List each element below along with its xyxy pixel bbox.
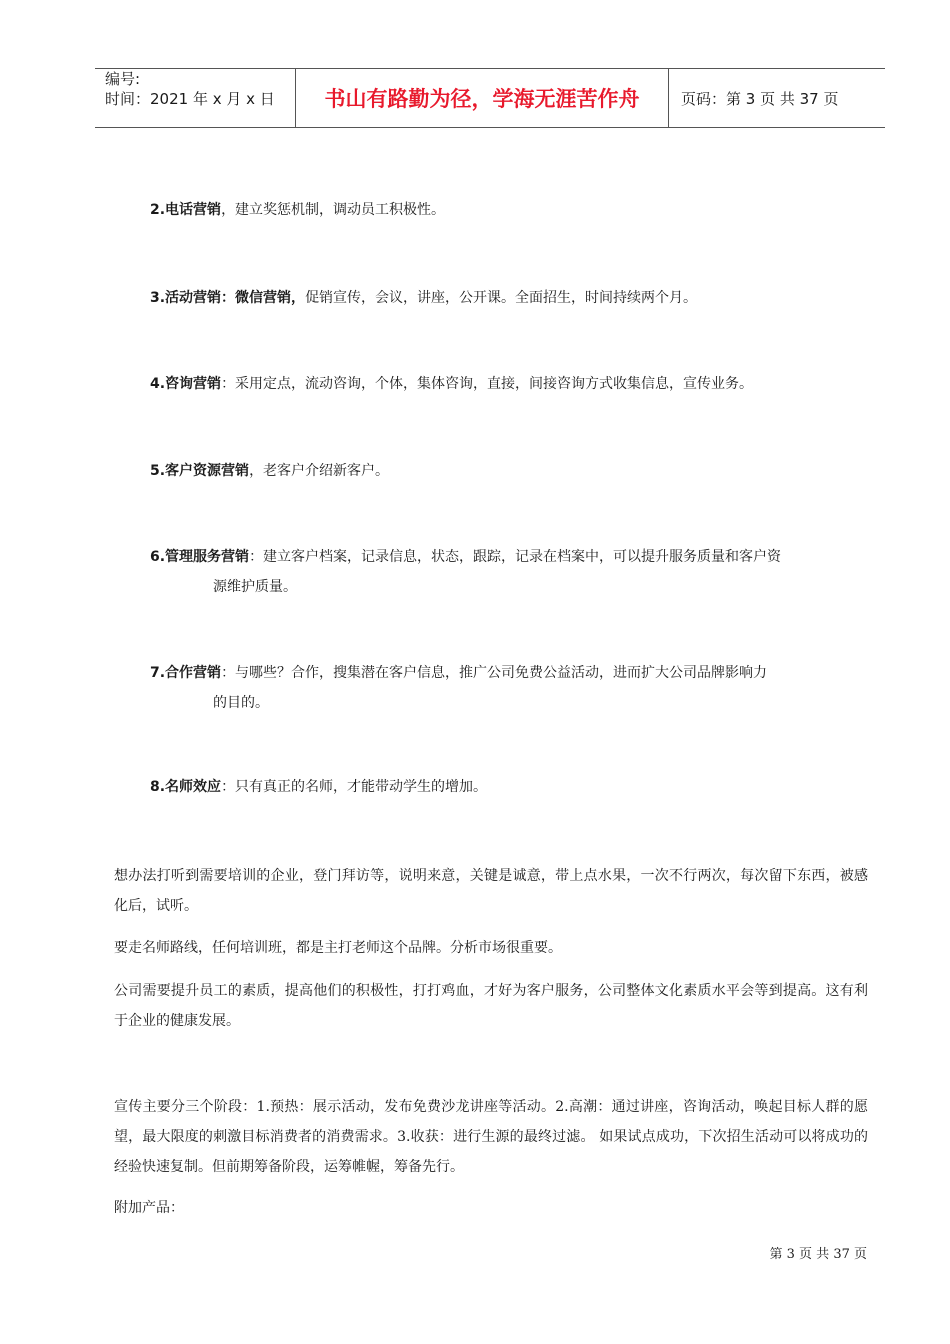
body-paragraph: 想办法打听到需要培训的企业，登门拜访等，说明来意，关键是诚意，带上点水果，一次不行两次，每次留下东西，被感化后，试听。 (114, 868, 868, 914)
list-item-continuation: 源维护质量。 (213, 579, 297, 595)
list-item-text: ：只有真正的名师，才能带动学生的增加。 (221, 779, 488, 795)
document-number-label: 编号: (105, 70, 141, 88)
page-header (95, 68, 885, 128)
list-item-label: 2.电话营销 (150, 202, 222, 218)
header-page-number: 页码：第 3 页 共 37 页 (681, 90, 839, 108)
header-info-cell (95, 69, 296, 128)
list-item-label: 7.合作营销 (150, 665, 222, 681)
header-motto: 书山有路勤为径，学海无涯苦作舟 (324, 87, 640, 111)
list-item (150, 456, 870, 486)
body-paragraph: 宣传主要分三个阶段：1.预热：展示活动，发布免费沙龙讲座等活动。2.高潮：通过讲座，咨询活动，唤起目标人群的愿望，最大限度的刺激目标消费者的消费需求。3.收获：进行生源的最终过滤。 如果试点成功，下次招生活动可以将成功的经验快速复制。但前期筹备阶段，运筹帷幄，筹备先行。 (114, 1099, 868, 1175)
list-item (150, 195, 870, 225)
list-item-text: ：与哪些？合作，搜集潜在客户信息，推广公司免费公益活动，进而扩大公司品牌影响力 (221, 665, 768, 681)
list-item-text: ，老客户介绍新客户。 (249, 463, 390, 479)
list-item (150, 283, 870, 313)
list-item-label: 6.管理服务营销 (150, 549, 250, 565)
list-item-text: 促销宣传，会议，讲座，公开课。全面招生，时间持续两个月。 (305, 290, 698, 306)
document-date-label: 时间：2021 年 x 月 x 日 (105, 90, 275, 108)
list-item-label: 3.活动营销：微信营销， (150, 290, 306, 306)
list-item-text: ：采用定点，流动咨询，个体，集体咨询，直接，间接咨询方式收集信息，宣传业务。 (221, 376, 754, 392)
list-item (150, 369, 870, 399)
body-paragraph: 公司需要提升员工的素质，提高他们的积极性，打打鸡血，才好为客户服务，公司整体文化素质水平会等到提高。这有利于企业的健康发展。 (114, 983, 868, 1029)
list-item-label: 5.客户资源营销 (150, 463, 250, 479)
header-page-cell (669, 69, 885, 128)
header-motto-cell (296, 69, 669, 128)
list-item-label: 4.咨询营销 (150, 376, 222, 392)
footer-page-number: 第 3 页 共 37 页 (769, 1247, 867, 1262)
list-item-label: 8.名师效应 (150, 779, 222, 795)
body-paragraph: 附加产品： (114, 1200, 184, 1216)
list-item (150, 658, 870, 718)
list-item-continuation: 的目的。 (213, 695, 269, 711)
list-item-text: ，建立奖惩机制，调动员工积极性。 (221, 202, 446, 218)
list-item (150, 542, 870, 602)
body-paragraph: 要走名师路线，任何培训班，都是主打老师这个品牌。分析市场很重要。 (114, 940, 562, 956)
list-item-text: ：建立客户档案，记录信息，状态，跟踪，记录在档案中，可以提升服务质量和客户资 (249, 549, 782, 565)
list-item (150, 772, 870, 802)
